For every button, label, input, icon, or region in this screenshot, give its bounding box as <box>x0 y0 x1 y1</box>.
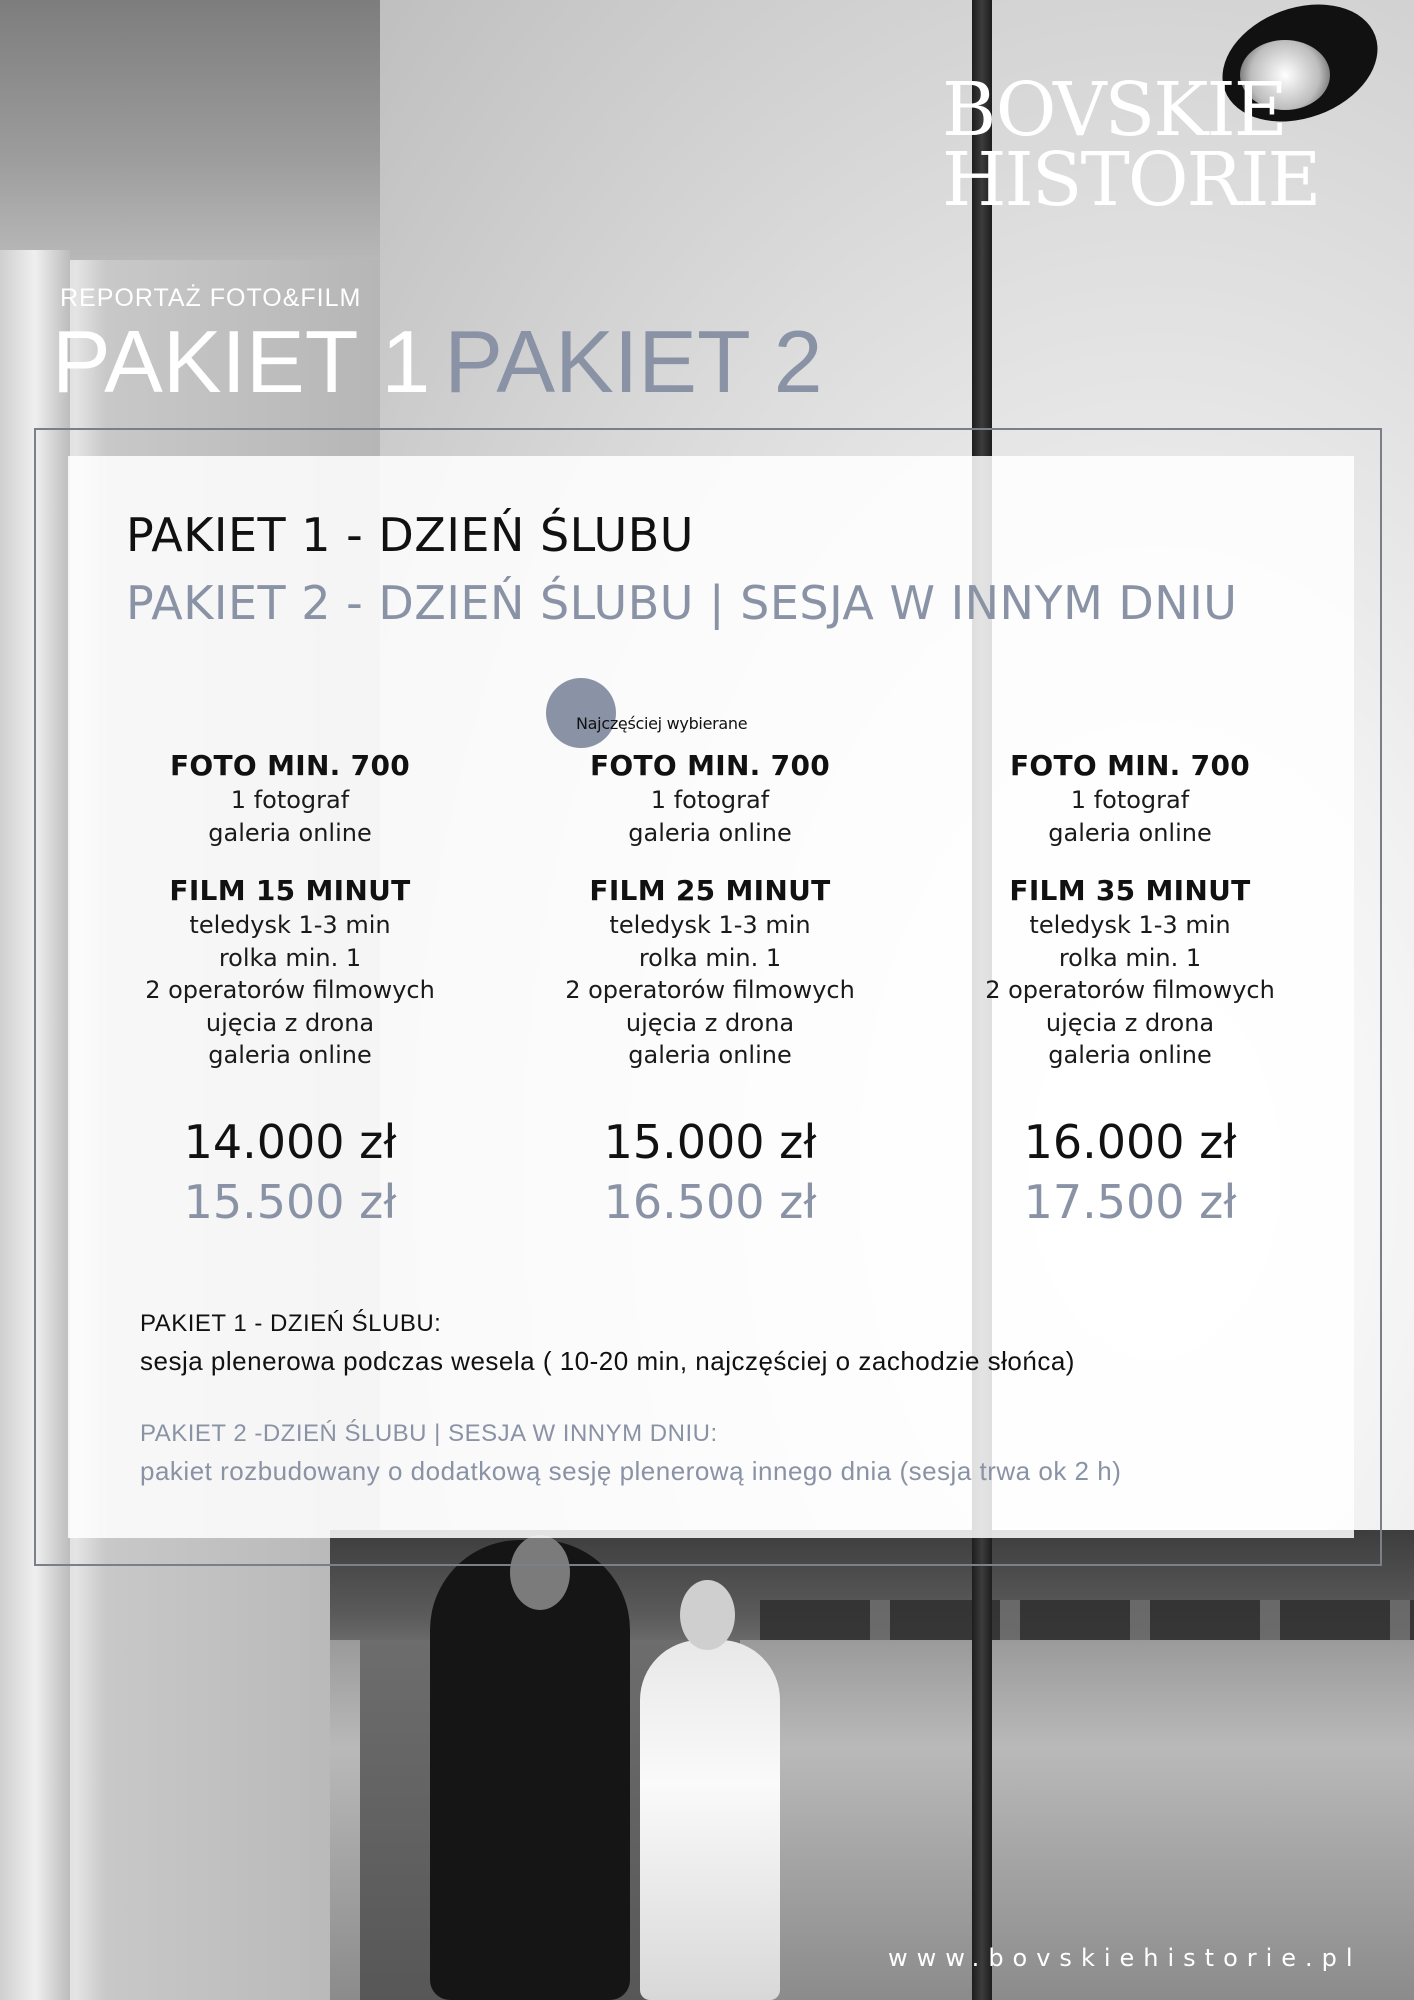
price-pakiet-1: 16.000 zł <box>1023 1114 1237 1169</box>
film-heading: FILM 25 MINUT <box>589 874 831 907</box>
note-pakiet-1-description: sesja plenerowa podczas wesela ( 10-20 min, najczęściej o zachodzie słońca) <box>140 1346 1075 1376</box>
logo-line-1: BOVSKIE <box>942 67 1286 153</box>
price-pakiet-1: 15.000 zł <box>603 1114 817 1169</box>
badge-circle-icon <box>546 678 616 748</box>
foto-item: 1 fotograf <box>1070 786 1190 814</box>
price-pakiet-1: 14.000 zł <box>183 1114 397 1169</box>
price-column-1 <box>100 748 480 1234</box>
note-pakiet-1-label: PAKIET 1 - DZIEŃ ŚLUBU: <box>140 1310 442 1337</box>
price-pakiet-2: 15.500 zł <box>183 1174 397 1229</box>
film-item: teledysk 1-3 min <box>609 911 811 939</box>
note-pakiet-2-description: pakiet rozbudowany o dodatkową sesję plenerową innego dnia (sesja trwa ok 2 h) <box>140 1456 1122 1486</box>
film-item: rolka min. 1 <box>638 943 782 972</box>
price-column-3 <box>940 748 1320 1234</box>
foto-heading: FOTO MIN. 700 <box>589 749 831 782</box>
film-item: ujęcia z drona <box>205 1008 375 1037</box>
title-pakiet-2: PAKIET 2 <box>444 312 823 411</box>
price-pakiet-2: 17.500 zł <box>1023 1174 1237 1229</box>
package-2-heading: PAKIET 2 - DZIEŃ ŚLUBU | SESJA W INNYM DNIU <box>126 576 1238 630</box>
package-1-heading: PAKIET 1 - DZIEŃ ŚLUBU <box>126 508 694 562</box>
film-heading: FILM 35 MINUT <box>1009 874 1251 907</box>
foto-item: galeria online <box>1048 818 1212 847</box>
film-item: 2 operatorów filmowych <box>145 976 435 1004</box>
film-item: rolka min. 1 <box>218 943 362 972</box>
foto-item: 1 fotograf <box>650 786 770 814</box>
note-pakiet-2-label: PAKIET 2 -DZIEŃ ŚLUBU | SESJA W INNYM DNIU: <box>140 1420 718 1447</box>
price-column-2 <box>520 748 900 1234</box>
kicker-text: REPORTAŻ FOTO&FILM <box>60 284 362 312</box>
film-item: rolka min. 1 <box>1058 943 1202 972</box>
film-heading: FILM 15 MINUT <box>169 874 411 907</box>
film-item: galeria online <box>1048 1041 1212 1069</box>
foto-heading: FOTO MIN. 700 <box>1009 749 1251 782</box>
film-item: teledysk 1-3 min <box>1029 911 1231 939</box>
most-chosen-badge: Najczęściej wybierane <box>576 714 748 733</box>
price-pakiet-2: 16.500 zł <box>603 1174 817 1229</box>
logo-line-2: HISTORIE <box>942 137 1320 223</box>
bride-head <box>680 1580 735 1650</box>
film-item: teledysk 1-3 min <box>189 911 391 939</box>
film-item: ujęcia z drona <box>1045 1008 1215 1037</box>
page-title <box>52 312 823 412</box>
building-roof <box>0 0 380 260</box>
title-pakiet-1: PAKIET 1 <box>52 312 431 411</box>
foto-heading: FOTO MIN. 700 <box>169 749 411 782</box>
film-item: 2 operatorów filmowych <box>985 976 1275 1004</box>
film-item: ujęcia z drona <box>625 1008 795 1037</box>
film-item: galeria online <box>628 1041 792 1069</box>
brand-logo <box>942 67 1320 223</box>
foto-item: galeria online <box>208 818 372 847</box>
groom-figure <box>430 1540 630 2000</box>
foto-item: 1 fotograf <box>230 786 350 814</box>
bride-figure <box>640 1640 780 2000</box>
film-item: galeria online <box>208 1041 372 1069</box>
film-item: 2 operatorów filmowych <box>565 976 855 1004</box>
foto-item: galeria online <box>628 818 792 847</box>
website-link[interactable]: www.bovskiehistorie.pl <box>888 1944 1362 1972</box>
